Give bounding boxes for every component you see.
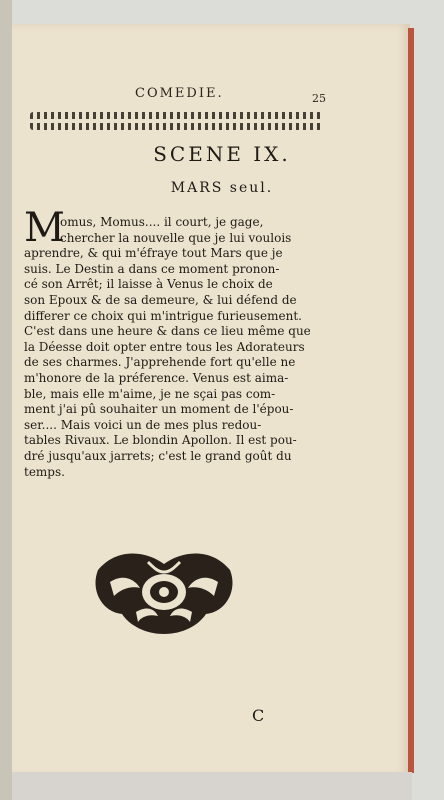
text-line: ser.... Mais voici un de mes plus redou- — [24, 417, 262, 432]
drop-cap: M — [24, 205, 65, 251]
text-line: suis. Le Destin a dans ce moment pronon- — [24, 261, 280, 276]
typographic-ornament-band — [30, 112, 322, 130]
speaker-heading: MARS seul. — [170, 180, 274, 196]
text-line: C'est dans une heure & dans ce lieu même que — [24, 324, 311, 339]
text-line: ment j'ai pû souhaiter un moment de l'épou- — [24, 402, 294, 417]
text-line: de ses charmes. J'apprehende fort qu'elle ne — [24, 355, 296, 370]
text-line: la Déesse doit opter entre tous les Adorateurs — [24, 339, 305, 354]
text-line: m'honore de la préference. Venus est aima- — [24, 370, 289, 385]
text-line: son Epoux & de sa demeure, & lui défend de — [24, 292, 297, 307]
page-number: 25 — [312, 92, 326, 105]
text-line: aprendre, & qui m'éfraye tout Mars que je — [24, 246, 283, 261]
text-line: temps. — [24, 464, 65, 479]
text-line: dré jusqu'aux jarrets; c'est le grand goût du — [24, 448, 292, 463]
body-text — [24, 215, 328, 480]
text-line: differer ce choix qui m'intrigue furieusement. — [24, 308, 302, 323]
text-line: ble, mais elle m'aime, je ne sçai pas com- — [24, 386, 276, 401]
text-line: tables Rivaux. Le blondin Apollon. Il est pou- — [24, 433, 297, 448]
text-line: chercher la nouvelle que je lui voulois — [60, 230, 292, 245]
scan-left-edge — [0, 0, 12, 800]
running-title: COMEDIE. — [135, 86, 224, 101]
floral-vignette-ornament — [88, 542, 240, 638]
page-fore-edge — [408, 28, 414, 773]
text-line: cé son Arrêt; il laisse à Venus le choix de — [24, 277, 273, 292]
scan-bottom-area — [12, 772, 412, 800]
scene-title: SCENE IX. — [153, 142, 291, 166]
catchword: C — [252, 706, 265, 725]
text-line: omus, Momus.... il court, je gage, — [60, 215, 264, 229]
